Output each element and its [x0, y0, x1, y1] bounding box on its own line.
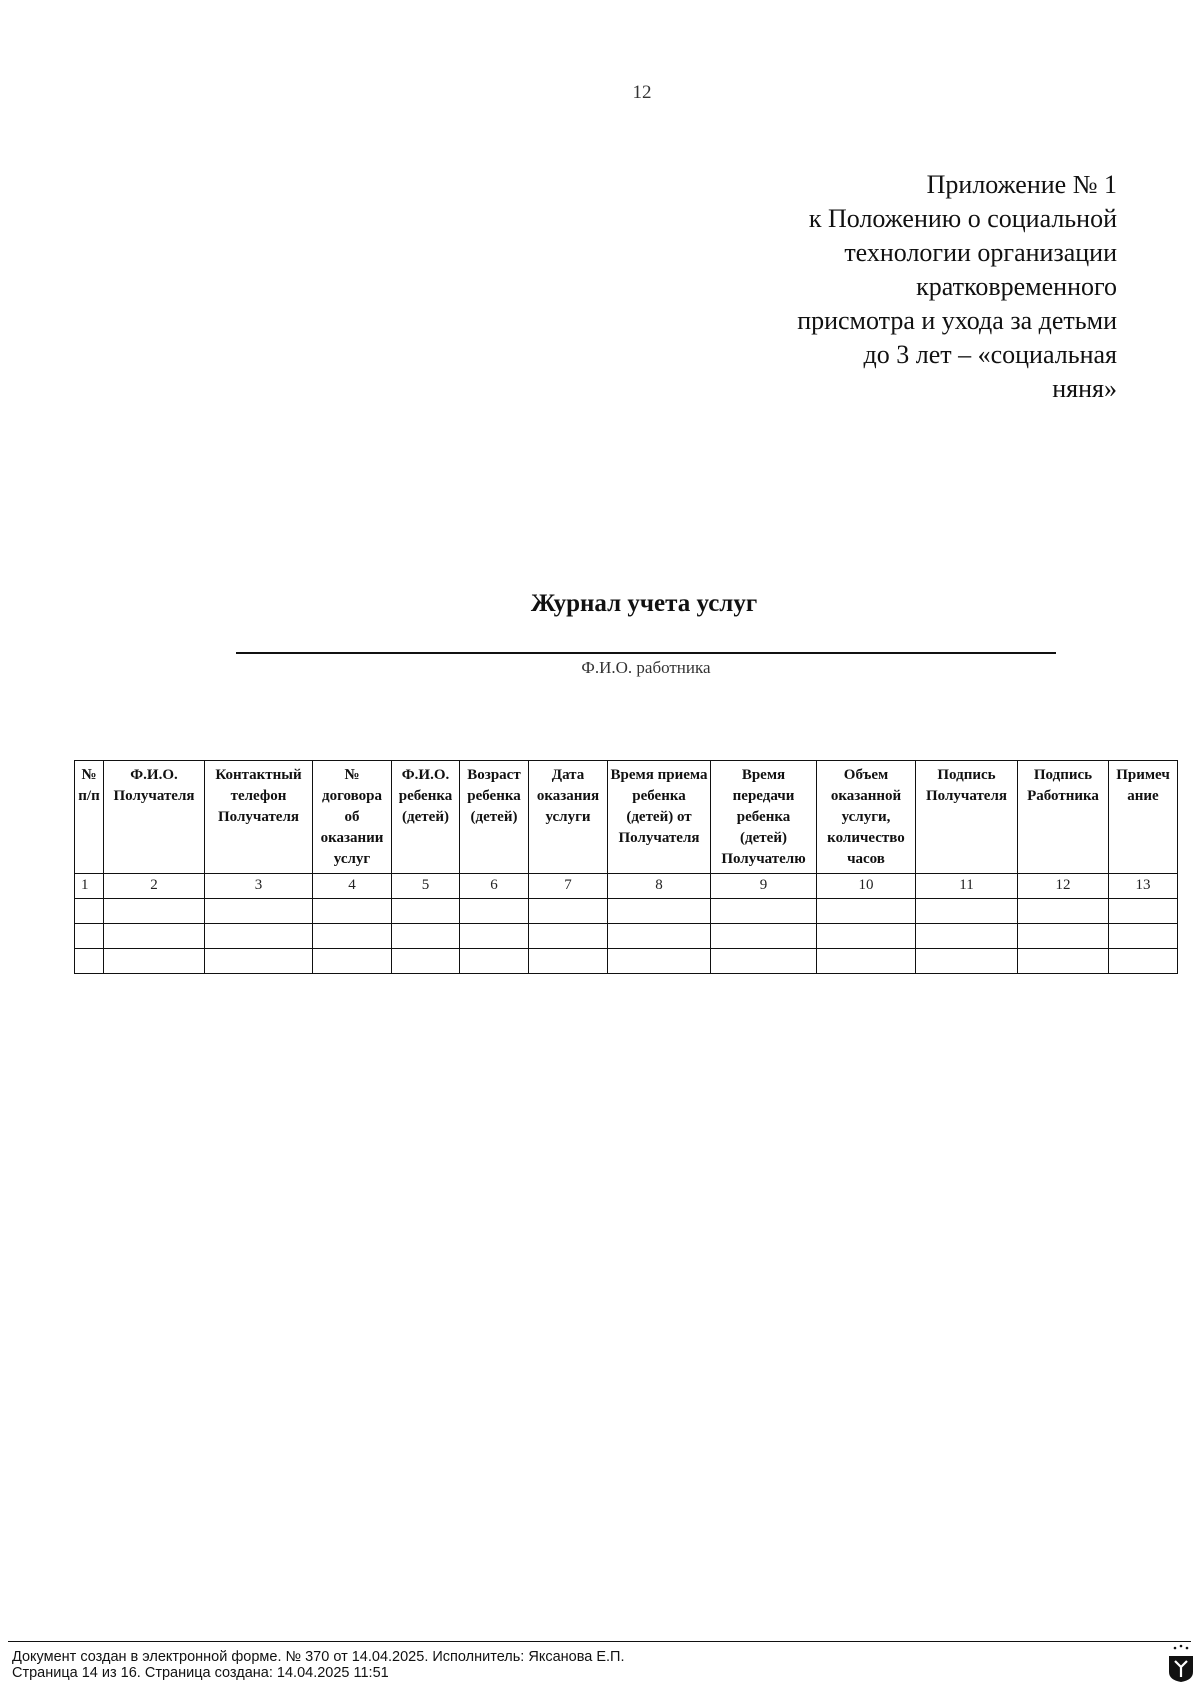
appendix-line: Приложение № 1: [926, 170, 1117, 199]
table-cell: [817, 924, 916, 949]
table-cell: [205, 899, 313, 924]
table-cell: [916, 949, 1018, 974]
table-cell: [711, 899, 817, 924]
column-number: 12: [1018, 874, 1109, 899]
table-cell: [104, 949, 205, 974]
services-journal-table: [74, 760, 1178, 974]
page-number: 12: [632, 82, 652, 103]
column-header: Контактный телефон Получателя: [205, 761, 313, 874]
table-cell: [1018, 949, 1109, 974]
table-cell: [460, 899, 529, 924]
table-cell: [608, 949, 711, 974]
column-header: № п/п: [75, 761, 104, 874]
table-cell: [916, 924, 1018, 949]
table-cell: [711, 949, 817, 974]
column-header: № договора об оказании услуг: [313, 761, 392, 874]
column-number: 1: [75, 874, 104, 899]
column-header: Время передачи ребенка (детей) Получателю: [711, 761, 817, 874]
table-cell: [313, 924, 392, 949]
table-cell: [392, 899, 460, 924]
table-cell: [104, 899, 205, 924]
column-number: 6: [460, 874, 529, 899]
table-cell: [529, 949, 608, 974]
table-cell: [608, 899, 711, 924]
column-number: 11: [916, 874, 1018, 899]
column-number-row: [75, 874, 1178, 899]
table-cell: [529, 899, 608, 924]
appendix-line: присмотра и ухода за детьми: [797, 306, 1117, 335]
table-cell: [313, 899, 392, 924]
column-number: 4: [313, 874, 392, 899]
column-header: Ф.И.О. Получателя: [104, 761, 205, 874]
column-number: 13: [1109, 874, 1178, 899]
table-cell: [817, 949, 916, 974]
table-cell: [817, 899, 916, 924]
column-number: 7: [529, 874, 608, 899]
table-row: [75, 949, 1178, 974]
appendix-line: до 3 лет – «социальная: [863, 340, 1117, 369]
column-header: Подпись Работника: [1018, 761, 1109, 874]
column-number: 9: [711, 874, 817, 899]
table-cell: [205, 924, 313, 949]
table-cell: [75, 949, 104, 974]
table-cell: [1018, 899, 1109, 924]
column-header: Дата оказания услуги: [529, 761, 608, 874]
column-number: 3: [205, 874, 313, 899]
table-row: [75, 899, 1178, 924]
electronic-document-footer: [12, 1649, 625, 1681]
document-title: Журнал учета услуг: [530, 590, 758, 617]
table-cell: [460, 949, 529, 974]
table-cell: [1018, 924, 1109, 949]
appendix-header: [637, 168, 1117, 406]
footer-line: Документ создан в электронной форме. № 370 от 14.04.2025. Исполнитель: Яксанова Е.П.: [12, 1649, 625, 1665]
appendix-line: кратковременного: [916, 272, 1117, 301]
table-cell: [313, 949, 392, 974]
column-number: 5: [392, 874, 460, 899]
footer-divider: [8, 1641, 1191, 1642]
table-cell: [916, 899, 1018, 924]
signature-caption: Ф.И.О. работника: [581, 658, 711, 677]
table-cell: [529, 924, 608, 949]
table-cell: [104, 924, 205, 949]
table-cell: [392, 949, 460, 974]
table-cell: [460, 924, 529, 949]
column-header: Время приема ребенка (детей) от Получателя: [608, 761, 711, 874]
table-cell: [1109, 899, 1178, 924]
column-number: 10: [817, 874, 916, 899]
column-header: Объем оказанной услуги, количество часов: [817, 761, 916, 874]
table-cell: [1109, 949, 1178, 974]
table-cell: [75, 899, 104, 924]
table-cell: [608, 924, 711, 949]
column-header: Подпись Получателя: [916, 761, 1018, 874]
appendix-line: к Положению о социальной: [808, 204, 1117, 233]
table-cell: [1109, 924, 1178, 949]
table-row: [75, 924, 1178, 949]
appendix-line: технологии организации: [844, 238, 1117, 267]
column-number: 8: [608, 874, 711, 899]
coat-of-arms-icon: [1168, 1642, 1194, 1682]
column-header: Примеч ание: [1109, 761, 1178, 874]
appendix-line: няня»: [1052, 374, 1117, 403]
column-number: 2: [104, 874, 205, 899]
table-cell: [75, 924, 104, 949]
column-header: Возраст ребенка (детей): [460, 761, 529, 874]
footer-line: Страница 14 из 16. Страница создана: 14.04.2025 11:51: [12, 1665, 389, 1681]
table-cell: [205, 949, 313, 974]
column-header: Ф.И.О. ребенка (детей): [392, 761, 460, 874]
signature-line: [236, 652, 1056, 654]
table-header-row: [75, 761, 1178, 874]
table-cell: [392, 924, 460, 949]
table-cell: [711, 924, 817, 949]
